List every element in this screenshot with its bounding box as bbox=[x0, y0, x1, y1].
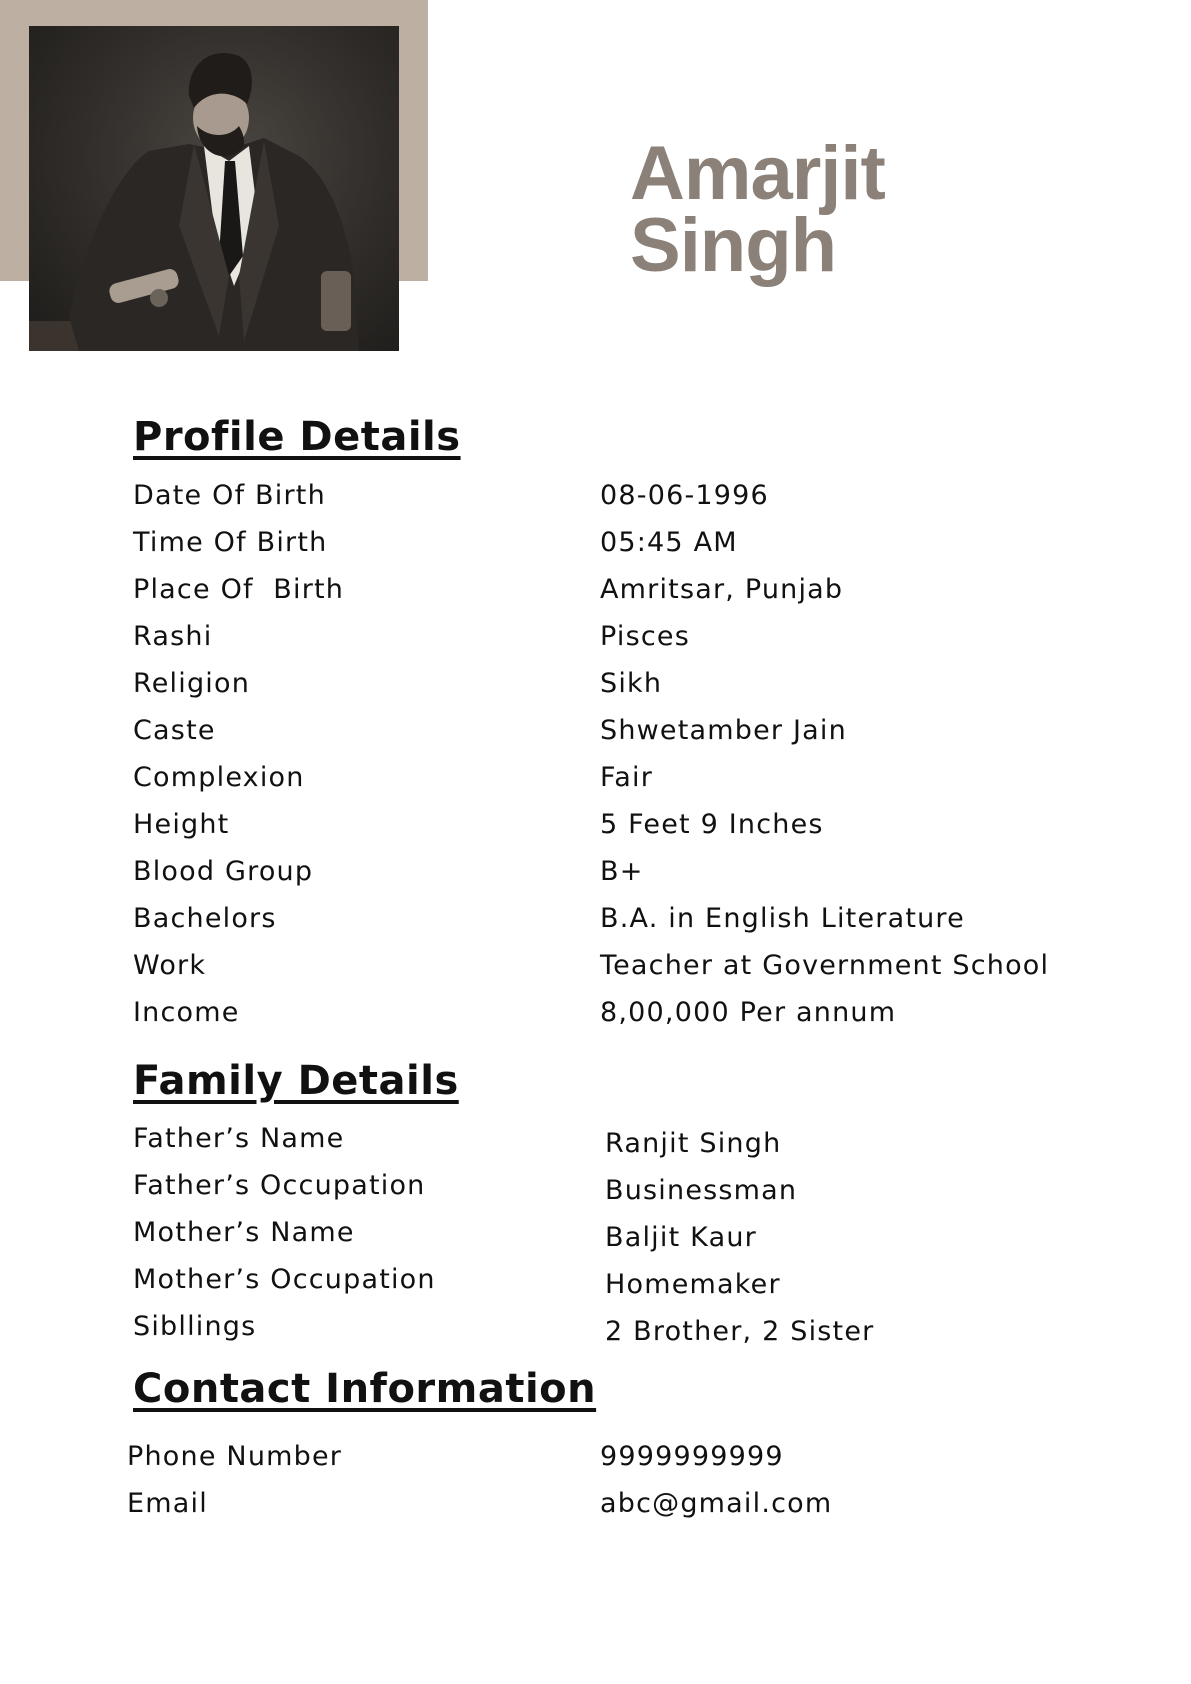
row-label: Work bbox=[133, 950, 207, 981]
candidate-name bbox=[630, 131, 885, 288]
row-label: Father’s Name bbox=[133, 1123, 345, 1154]
first-name: Amarjit bbox=[630, 131, 885, 216]
family-details-heading: Family Details bbox=[133, 1058, 459, 1104]
family-row-fathers-occupation bbox=[0, 1162, 1191, 1209]
profile-row-place-of-birth bbox=[0, 566, 1191, 613]
row-label: Phone Number bbox=[127, 1441, 343, 1472]
profile-row-bachelors bbox=[0, 895, 1191, 942]
row-label: Mother’s Name bbox=[133, 1217, 355, 1248]
profile-row-caste bbox=[0, 707, 1191, 754]
row-label: Father’s Occupation bbox=[133, 1170, 426, 1201]
row-label: Place Of Birth bbox=[133, 574, 345, 605]
row-label: Bachelors bbox=[133, 903, 277, 934]
row-label: Time Of Birth bbox=[133, 527, 328, 558]
row-value: 5 Feet 9 Inches bbox=[600, 809, 824, 840]
row-value: 05:45 AM bbox=[600, 527, 738, 558]
row-value: 8,00,000 Per annum bbox=[600, 997, 897, 1028]
row-value: 08-06-1996 bbox=[600, 480, 769, 511]
profile-row-time-of-birth bbox=[0, 519, 1191, 566]
family-row-mothers-occupation bbox=[0, 1256, 1191, 1303]
profile-row-date-of-birth bbox=[0, 472, 1191, 519]
row-value: Baljit Kaur bbox=[605, 1222, 757, 1253]
profile-row-height bbox=[0, 801, 1191, 848]
contact-row-email bbox=[0, 1480, 1191, 1527]
family-row-siblings bbox=[0, 1303, 1191, 1350]
row-label: Blood Group bbox=[133, 856, 314, 887]
row-value: Sikh bbox=[600, 668, 663, 699]
row-label: Height bbox=[133, 809, 230, 840]
profile-row-rashi bbox=[0, 613, 1191, 660]
row-value: Pisces bbox=[600, 621, 690, 652]
row-label: Email bbox=[127, 1488, 208, 1519]
email-value: abc@gmail.com bbox=[600, 1488, 833, 1519]
phone-number-value: 9999999999 bbox=[600, 1441, 784, 1472]
row-value: Teacher at Government School bbox=[600, 950, 1050, 981]
profile-row-religion bbox=[0, 660, 1191, 707]
profile-row-income bbox=[0, 989, 1191, 1036]
portrait-photo-icon bbox=[29, 26, 399, 351]
row-label: Caste bbox=[133, 715, 216, 746]
row-value: Fair bbox=[600, 762, 653, 793]
family-row-fathers-name bbox=[0, 1115, 1191, 1162]
row-value: Businessman bbox=[605, 1175, 798, 1206]
row-value: Ranjit Singh bbox=[605, 1128, 782, 1159]
family-row-mothers-name bbox=[0, 1209, 1191, 1256]
contact-row-phone bbox=[0, 1433, 1191, 1480]
row-value: Amritsar, Punjab bbox=[600, 574, 844, 605]
last-name: Singh bbox=[630, 203, 837, 288]
row-label: Rashi bbox=[133, 621, 213, 652]
profile-row-blood-group bbox=[0, 848, 1191, 895]
contact-information-heading: Contact Information bbox=[133, 1366, 597, 1412]
row-value: 2 Brother, 2 Sister bbox=[605, 1316, 875, 1347]
row-value: Shwetamber Jain bbox=[600, 715, 847, 746]
row-label: Complexion bbox=[133, 762, 305, 793]
row-label: Date Of Birth bbox=[133, 480, 326, 511]
row-label: Sibllings bbox=[133, 1311, 257, 1342]
profile-details-heading: Profile Details bbox=[133, 414, 461, 460]
profile-row-work bbox=[0, 942, 1191, 989]
row-label: Religion bbox=[133, 668, 251, 699]
row-value: Homemaker bbox=[605, 1269, 781, 1300]
profile-photo bbox=[29, 26, 399, 351]
row-value: B+ bbox=[600, 856, 644, 887]
row-label: Mother’s Occupation bbox=[133, 1264, 436, 1295]
row-label: Income bbox=[133, 997, 240, 1028]
row-value: B.A. in English Literature bbox=[600, 903, 965, 934]
profile-row-complexion bbox=[0, 754, 1191, 801]
